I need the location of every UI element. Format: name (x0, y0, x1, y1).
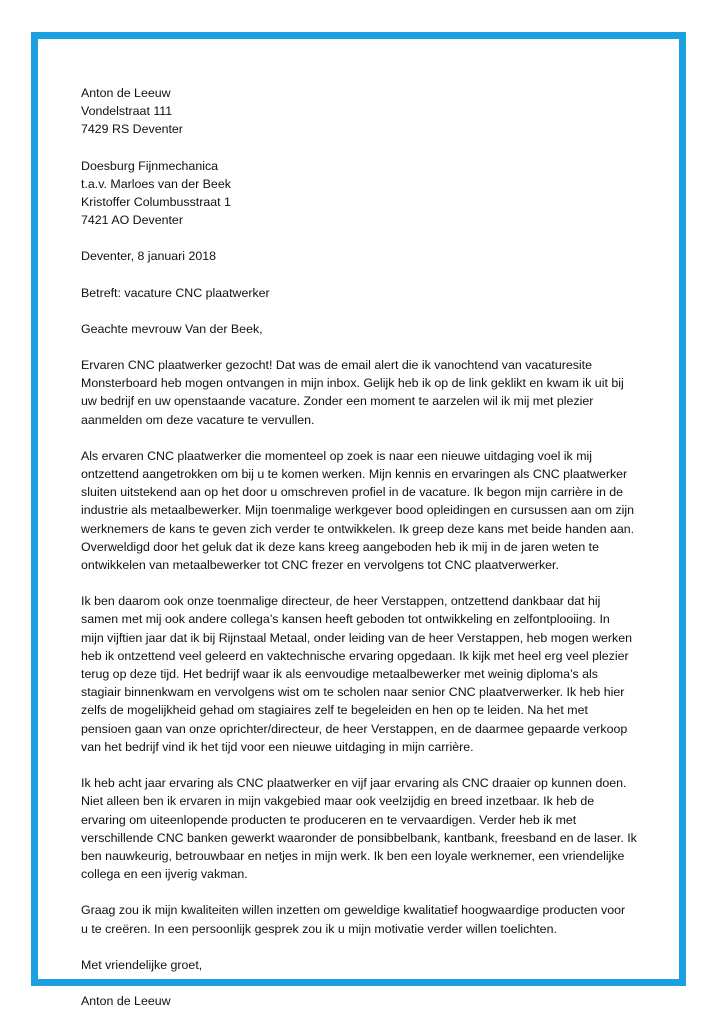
salutation: Geachte mevrouw Van der Beek, (81, 321, 263, 336)
paragraph-3: Ik ben daarom ook onze toenmalige directeur, de heer Verstappen, ontzettend dankbaar dat hij samen met mij ook andere collega’s kansen heeft geboden tot ontwikkeling en zelfontplooiing. In mijn vijftien jaar dat ik bij Rijnstaal Metaal, onder leiding van de heer Verstappen, heb mogen werken heb ik ontzettend veel geleerd en vaktechnische ervaring opgedaan. Ik kijk met heel erg veel plezier terug op deze tijd. Het bedrijf waar ik als eenvoudige metaalbewerker met weinig diploma’s als stagiair binnenkwam en vervolgens wist om te scholen naar senior CNC plaatverwerker. Ik heb hier zelfs de mogelijkheid gehad om stagiaires zelf te begeleiden en hen op te leiden. Na het met pensioen gaan van onze oprichter/directeur, de heer Verstappen, en de daarmee gepaarde verkoop van het bedrijf vind ik het tijd voor een nieuwe uitdaging in mijn carrière. (81, 594, 633, 754)
paragraph-1: Ervaren CNC plaatwerker gezocht! Dat was de email alert die ik vanochtend van vacaturesite Monsterboard heb mogen ontvangen in mijn inbox. Gelijk heb ik op de link geklikt en kwam ik uit bij uw bedrijf en uw openstaande vacature. Zonder een moment te aarzelen wil ik mij met plezier aanmelden om deze vacature te vervullen. (81, 358, 624, 427)
signature: Anton de Leeuw (81, 993, 171, 1008)
recipient-company: Doesburg Fijnmechanica (81, 158, 219, 173)
sender-address (81, 84, 651, 139)
recipient-address (81, 157, 651, 230)
subject-line: Betreft: vacature CNC plaatwerker (81, 285, 270, 300)
sender-street: Vondelstraat 111 (81, 104, 173, 119)
sender-postal-city: 7429 RS Deventer (81, 122, 183, 137)
recipient-street: Kristoffer Columbusstraat 1 (81, 195, 231, 210)
closing: Met vriendelijke groet, (81, 957, 203, 972)
paragraph-5: Graag zou ik mijn kwaliteiten willen inzetten om geweldige kwalitatief hoogwaardige producten voor u te creëren. In een persoonlijk gesprek zou ik u mijn motivatie verder willen toelichten. (81, 903, 626, 936)
sender-name: Anton de Leeuw (81, 86, 171, 100)
recipient-attention: t.a.v. Marloes van der Beek (81, 176, 231, 191)
recipient-postal-city: 7421 AO Deventer (81, 213, 183, 228)
paragraph-2: Als ervaren CNC plaatwerker die momenteel op zoek is naar een nieuwe uitdaging voel ik mij ontzettend aangetrokken om bij u te komen werken. Mijn kennis en ervaringen als CNC plaatwerker sluiten uitstekend aan op het door u omschreven profiel in de vacature. Ik begon mijn carrière in de industrie als metaalbewerker. Mijn toenmalige werkgever bood opleidingen en cursussen aan om zijn werknemers de kans te geven zich verder te ontwikkelen. Ik greep deze kans met beide handen aan. Overweldigd door het geluk dat ik deze kans kreeg aangeboden heb ik mij in de jaren weten te ontwikkelen van metaalbewerker tot CNC frezer en vervolgens tot CNC plaatverwerker. (81, 448, 635, 573)
letter-body (81, 84, 651, 1010)
date-line: Deventer, 8 januari 2018 (81, 249, 217, 264)
paragraph-4: Ik heb acht jaar ervaring als CNC plaatwerker en vijf jaar ervaring als CNC draaier op kunnen doen. Niet alleen ben ik ervaren in mijn vakgebied maar ook veelzijdig en breed inzetbaar. Ik heb de ervaring om uiteenlopende producten te produceren en te vervaardigen. Verder heb ik met verschillende CNC banken gewerkt waaronder de ponsibbelbank, kantbank, freesband en de laser. Ik ben nauwkeurig, betrouwbaar en netjes in mijn werk. Ik ben een loyale werknemer, een vriendelijke collega en een ijverig vakman. (81, 776, 637, 882)
